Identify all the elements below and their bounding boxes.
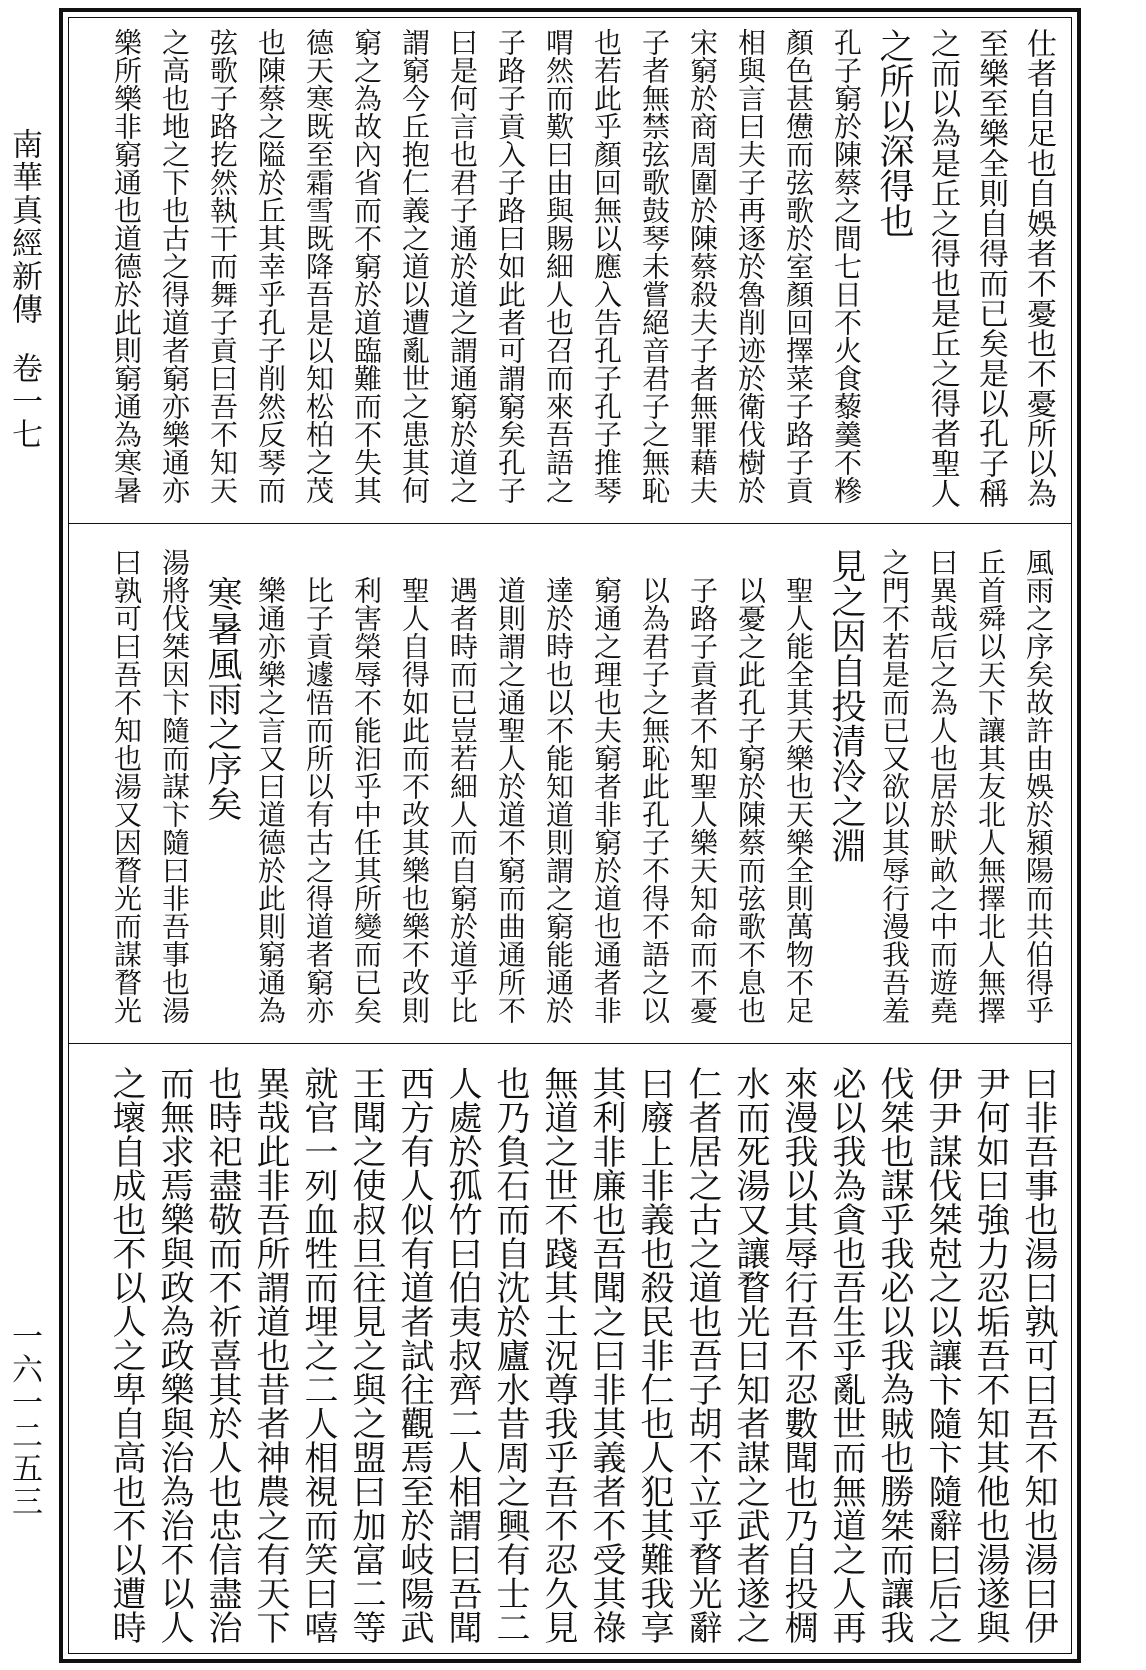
register-divider-lower xyxy=(68,1043,1072,1044)
text-column: 王聞之使叔旦往見之與之盟曰加富二等 xyxy=(346,1066,386,1644)
text-column: 遇者時而已豈若細人而自窮於道乎比 xyxy=(446,576,479,1024)
text-column: 聖人自得如此而不改其樂也樂不改則 xyxy=(398,576,431,1024)
text-column: 以為君子之無恥此孔子不得不語之以 xyxy=(638,576,671,1024)
text-column: 相與言曰夫子再逐於魯削迹於衛伐樹於 xyxy=(734,28,767,504)
text-column: 風雨之序矣故許由娛於潁陽而共伯得乎 xyxy=(1022,548,1055,1024)
text-column: 伐桀也謀乎我必以我為賊也勝桀而讓我 xyxy=(874,1066,914,1644)
text-column: 曰異哉后之為人也居於畎畝之中而遊堯 xyxy=(926,548,959,1024)
text-column: 曰廢上非義也殺民非仁也人犯其難我享 xyxy=(634,1066,674,1644)
register-top xyxy=(100,28,1060,518)
text-column: 以憂之此孔子窮於陳蔡而弦歌不息也 xyxy=(734,576,767,1024)
text-column: 西方有人似有道者試往觀焉至於岐陽武 xyxy=(394,1066,434,1644)
text-column: 聖人能全其天樂也天樂全則萬物不足 xyxy=(782,576,815,1024)
margin-page-number: 一六一二五三 xyxy=(6,1320,42,1518)
text-column: 喟然而歎曰由與賜細人也召而來吾語之 xyxy=(542,28,575,504)
text-column: 子路子貢者不知聖人樂天知命而不憂 xyxy=(686,576,719,1024)
margin-book-title xyxy=(6,128,42,451)
text-column: 就官一列血牲而埋之二人相視而笑曰嘻 xyxy=(298,1066,338,1644)
text-column: 之所以深得也 xyxy=(874,28,914,238)
text-column: 也陳蔡之隘於丘其幸乎孔子削然反琴而 xyxy=(254,28,287,504)
text-column: 道則謂之通聖人於道不窮而曲通所不 xyxy=(494,576,527,1024)
text-column: 來漫我以其辱行吾不忍數聞也乃自投椆 xyxy=(778,1066,818,1644)
text-column: 水而死湯又讓瞀光曰知者謀之武者遂之 xyxy=(730,1066,770,1644)
volume-label: 卷一七 xyxy=(6,352,42,451)
text-column: 利害榮辱不能汩乎中任其所變而已矣 xyxy=(350,576,383,1024)
book-title: 南華真經新傳 xyxy=(6,128,42,326)
text-column: 丘首舜以天下讓其友北人無擇北人無擇 xyxy=(974,548,1007,1024)
text-column: 尹何如曰強力忍垢吾不知其他也湯遂與 xyxy=(970,1066,1010,1644)
text-column: 仁者居之古之道也吾子胡不立乎瞀光辭 xyxy=(682,1066,722,1644)
register-bottom xyxy=(100,1066,1060,1646)
text-column: 曰非吾事也湯曰孰可曰吾不知也湯曰伊 xyxy=(1018,1066,1058,1644)
text-column: 之高也地之下也古之得道者窮亦樂通亦 xyxy=(158,28,191,504)
text-column: 窮通之理也夫窮者非窮於道也通者非 xyxy=(590,576,623,1024)
text-column: 宋窮於商周圍於陳蔡殺夫子者無罪藉夫 xyxy=(686,28,719,504)
text-column: 弦歌子路扢然執干而舞子貢曰吾不知天 xyxy=(206,28,239,504)
text-column: 無道之世不踐其土況尊我乎吾不忍久見 xyxy=(538,1066,578,1644)
text-column: 至樂至樂全則自得而已矣是以孔子稱 xyxy=(973,28,1008,508)
text-column: 異哉此非吾所謂道也昔者神農之有天下 xyxy=(250,1066,290,1644)
text-column: 也若此乎顏回無以應入告孔子孔子推琴 xyxy=(590,28,623,504)
text-column: 必以我為貪也吾生乎亂世而無道之人再 xyxy=(826,1066,866,1644)
text-column: 樂所樂非窮通也道德於此則窮通為寒暑 xyxy=(110,28,143,504)
text-column: 仕者自足也自娛者不憂也不憂所以為 xyxy=(1021,28,1056,508)
text-column: 德天寒既至霜雪既降吾是以知松柏之茂 xyxy=(302,28,335,504)
text-column: 達於時也以不能知道則謂之窮能通於 xyxy=(542,576,575,1024)
text-column: 湯將伐桀因卞隨而謀卞隨曰非吾事也湯 xyxy=(158,548,191,1024)
text-column: 也乃負石而自沈於廬水昔周之興有士二 xyxy=(490,1066,530,1644)
text-column: 也時祀盡敬而不祈喜其於人也忠信盡治 xyxy=(202,1066,242,1644)
register-middle xyxy=(100,548,1060,1038)
register-divider-upper xyxy=(68,523,1072,524)
text-column: 謂窮今丘抱仁義之道以遭亂世之患其何 xyxy=(398,28,431,504)
text-column: 其利非廉也吾聞之曰非其義者不受其祿 xyxy=(586,1066,626,1644)
text-column: 顏色甚憊而弦歌於室顏回擇菜子路子貢 xyxy=(782,28,815,504)
text-column: 之門不若是而已又欲以其辱行漫我吾羞 xyxy=(878,548,911,1024)
text-column: 樂通亦樂之言又曰道德於此則窮通為 xyxy=(254,576,287,1024)
text-column: 子路子貢入子路曰如此者可謂窮矣孔子 xyxy=(494,28,527,504)
text-column: 寒暑風雨之序矣 xyxy=(202,576,242,821)
text-column: 比子貢遽悟而所以有古之得道者窮亦 xyxy=(302,576,335,1024)
text-column: 伊尹謀伐桀尅之以讓卞隨卞隨辭曰后之 xyxy=(922,1066,962,1644)
text-column: 曰是何言也君子通於道之謂通窮於道之 xyxy=(446,28,479,504)
text-column: 之而以為是丘之得也是丘之得者聖人 xyxy=(925,28,960,508)
text-column: 窮之為故內省而不窮於道臨難而不失其 xyxy=(350,28,383,504)
text-column: 人處於孤竹曰伯夷叔齊二人相謂曰吾聞 xyxy=(442,1066,482,1644)
text-column: 子者無禁弦歌鼓琴未嘗絕音君子之無恥 xyxy=(638,28,671,504)
text-column: 而無求焉樂與政為政樂與治為治不以人 xyxy=(154,1066,194,1644)
text-column: 之壞自成也不以人之卑自高也不以遭時 xyxy=(106,1066,146,1644)
text-column: 見之因自投清泠之淵 xyxy=(826,548,866,863)
text-column: 曰孰可曰吾不知也湯又因瞀光而謀瞀光 xyxy=(110,548,143,1024)
text-column: 孔子窮於陳蔡之間七日不火食藜羹不糝 xyxy=(830,28,863,504)
